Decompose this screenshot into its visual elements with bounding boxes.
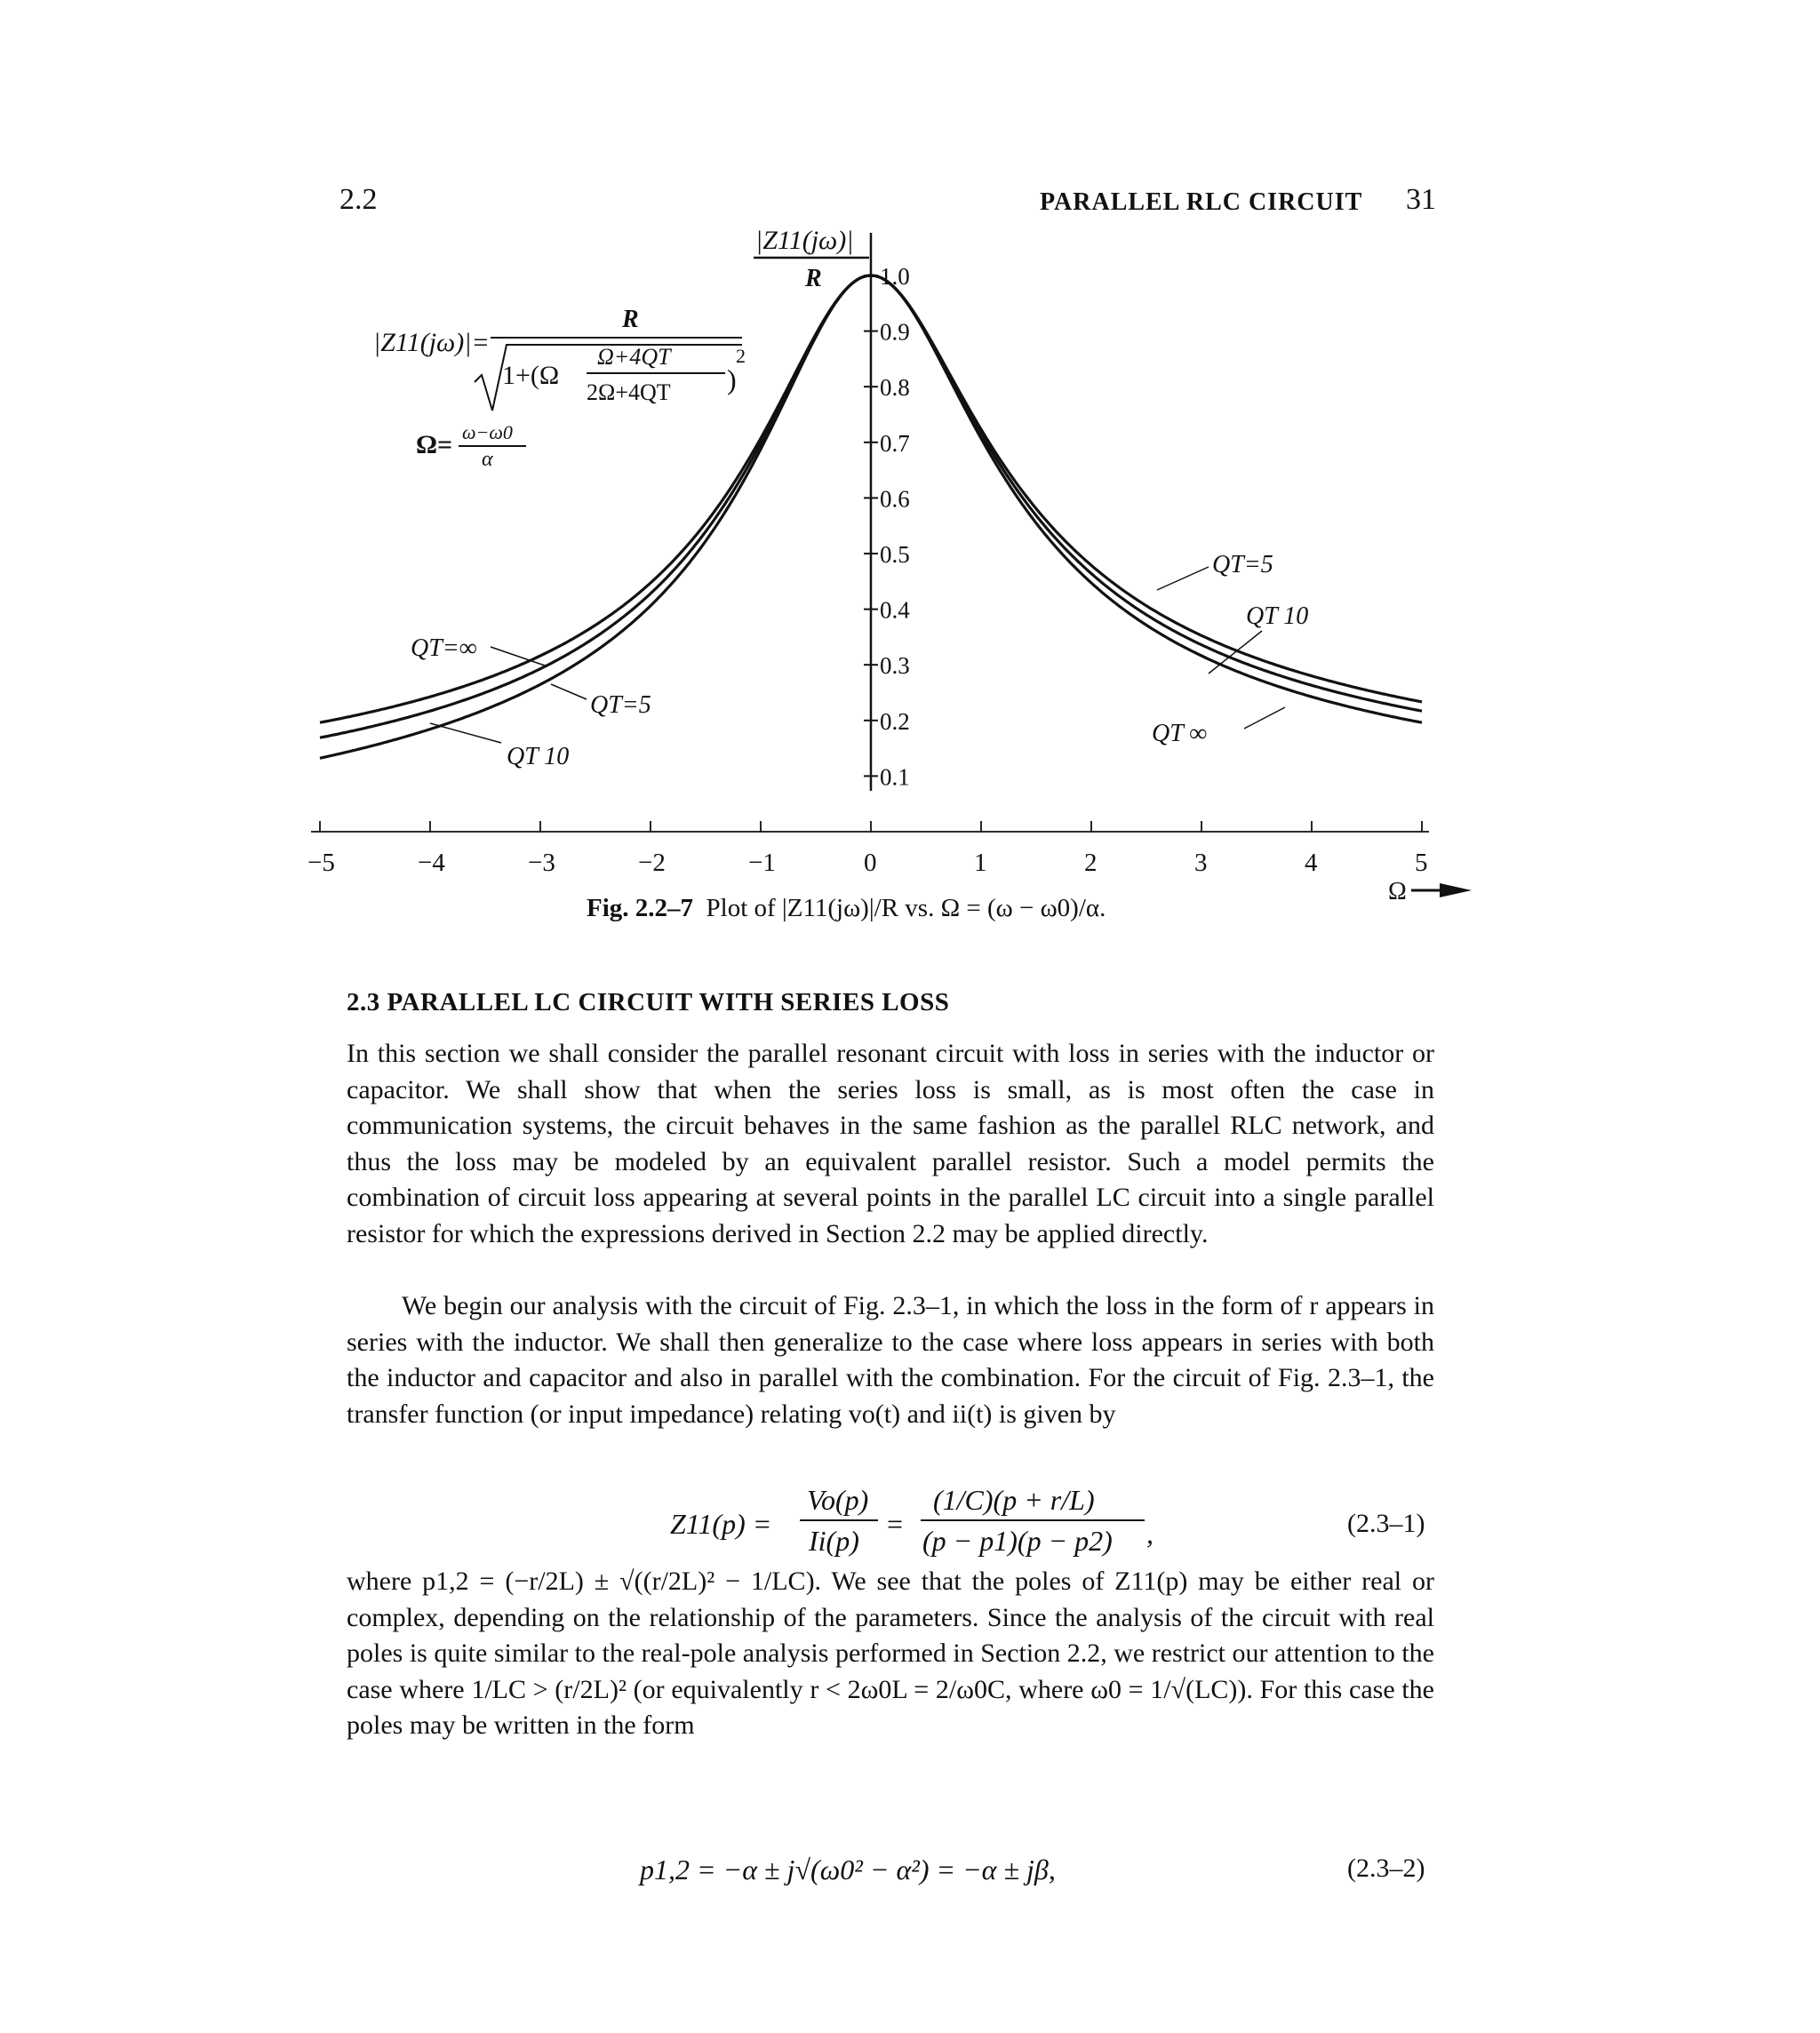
x-tick-label: 5 xyxy=(1415,849,1428,877)
y-tick-label: 0.4 xyxy=(880,596,910,624)
eq1-frac1-den: Ii(p) xyxy=(809,1525,859,1557)
y-tick-label: 0.6 xyxy=(880,485,910,513)
label-qt5-left: QT=5 xyxy=(590,691,651,719)
x-tick-label: 1 xyxy=(974,849,987,877)
x-tick-label: −2 xyxy=(638,849,666,877)
omega-numerator: ω−ω0 xyxy=(462,421,513,443)
eq1-frac2-den: (p − p1)(p − p2) xyxy=(922,1525,1113,1557)
eq1-equals: = xyxy=(887,1508,904,1540)
x-arrow-label: Ω xyxy=(1388,878,1407,905)
eq1-comma: , xyxy=(1146,1518,1153,1550)
x-tick-label: 2 xyxy=(1084,849,1098,877)
eq1-frac2-num: (1/C)(p + r/L) xyxy=(933,1484,1095,1516)
label-qt5-right: QT=5 xyxy=(1212,551,1273,578)
leader-qt-inf-right xyxy=(1244,707,1285,729)
eq2-number: (2.3–2) xyxy=(1347,1854,1425,1883)
caption-text: Plot of |Z11(jω)|/R vs. Ω = (ω − ω0)/α. xyxy=(706,894,1106,922)
y-tick-label: 1.0 xyxy=(880,263,910,290)
x-tick-label: −5 xyxy=(307,849,335,877)
label-qt10-right: QT 10 xyxy=(1246,602,1309,630)
section-number: 2.2 xyxy=(339,183,378,216)
paragraph-2: We begin our analysis with the circuit of Fig. 2.3–1, in which the loss in the form of r appears in series with the inductor. We shall then generalize to the case where loss appears in series with both the inductor and capacitor and also in parallel with the combination. For the circuit of Fig. 2.3–1, the transfer function (or input impedance) relating vo(t) and ii(t) is given by xyxy=(347,1291,1434,1429)
impedance-plot xyxy=(284,213,1511,905)
x-tick-label: −3 xyxy=(528,849,555,877)
x-tick-label: 3 xyxy=(1194,849,1208,877)
y-tick-label: 0.5 xyxy=(880,541,910,568)
leader-qt5-left xyxy=(551,684,587,699)
omega-lhs: Ω= xyxy=(416,430,453,459)
caption-label: Fig. 2.2–7 xyxy=(587,894,694,922)
y-tick-label: 0.8 xyxy=(880,374,910,402)
x-tick-label: 0 xyxy=(864,849,877,877)
eq1-lhs: Z11(p) = xyxy=(670,1508,772,1540)
label-qt-inf-left: QT=∞ xyxy=(411,634,477,662)
section-heading: 2.3 PARALLEL LC CIRCUIT WITH SERIES LOSS xyxy=(347,988,950,1016)
paragraph-1: In this section we shall consider the parallel resonant circuit with loss in series with the inductor or capacitor. We shall show that when the series loss is small, as is most often the case in communication systems, the circuit behaves in the same fashion as the parallel RLC network, and thus the loss may be modeled by an equivalent parallel resistor. Such a model permits the combination of circuit loss appearing at several points in the parallel LC circuit into a single parallel resistor for which the expressions derived in Section 2.2 may be applied directly. xyxy=(347,1039,1434,1248)
eq1-frac1-num: Vo(p) xyxy=(807,1484,869,1516)
formula-lhs: |Z11(jω)|= xyxy=(373,328,490,357)
figure-caption xyxy=(587,894,1106,923)
formula-frac-den: 2Ω+4QT xyxy=(587,379,671,405)
y-axis-label-top: |Z11(jω)| xyxy=(755,226,854,255)
y-tick-label: 0.2 xyxy=(880,707,910,735)
y-tick-label: 0.3 xyxy=(880,652,910,680)
paragraph-3: where p1,2 = (−r/2L) ± √((r/2L)² − 1/LC). We see that the poles of Z11(p) may be either real or complex, depending on the relationship of the parameters. Since the analysis of the circuit with real poles is quite similar to the real-pole analysis performed in Section 2.2, we restrict our attention to the case where 1/LC > (r/2L)² (or equivalently r < 2ω0L = 2/ω0C, where ω0 = 1/√(LC)). For this case the poles may be written in the form xyxy=(347,1567,1434,1740)
running-head-title: PARALLEL RLC CIRCUIT xyxy=(1040,188,1363,216)
omega-denominator: α xyxy=(482,448,493,471)
formula-inner: 1+(Ω xyxy=(502,361,560,390)
eq1-frac2-bar xyxy=(921,1519,1145,1521)
eq1-number: (2.3–1) xyxy=(1347,1509,1425,1538)
x-tick-label: −1 xyxy=(748,849,776,877)
label-qt10-left: QT 10 xyxy=(507,743,570,770)
x-tick-label: −4 xyxy=(418,849,445,877)
eq1-frac1-bar xyxy=(800,1519,878,1521)
y-tick-label: 0.9 xyxy=(880,318,910,346)
y-tick-label: 0.7 xyxy=(880,429,910,457)
label-qt-inf-right: QT ∞ xyxy=(1152,720,1208,747)
page-number: 31 xyxy=(1406,183,1436,216)
formula-right-paren: ) xyxy=(727,363,737,395)
formula-frac-num: Ω+4QT xyxy=(597,344,671,370)
y-tick-label: 0.1 xyxy=(880,763,910,791)
arrow-right-icon xyxy=(1440,883,1472,897)
eq2: p1,2 = −α ± j√(ω0² − α²) = −α ± jβ, xyxy=(640,1854,1056,1886)
x-tick-group xyxy=(307,821,1428,877)
formula-exponent: 2 xyxy=(736,345,746,367)
x-tick-label: 4 xyxy=(1305,849,1318,877)
leader-qt10-left xyxy=(430,723,501,743)
y-axis-label-bottom: R xyxy=(805,265,822,292)
formula-numerator: R xyxy=(622,306,639,333)
leader-qt5-right xyxy=(1157,567,1209,590)
